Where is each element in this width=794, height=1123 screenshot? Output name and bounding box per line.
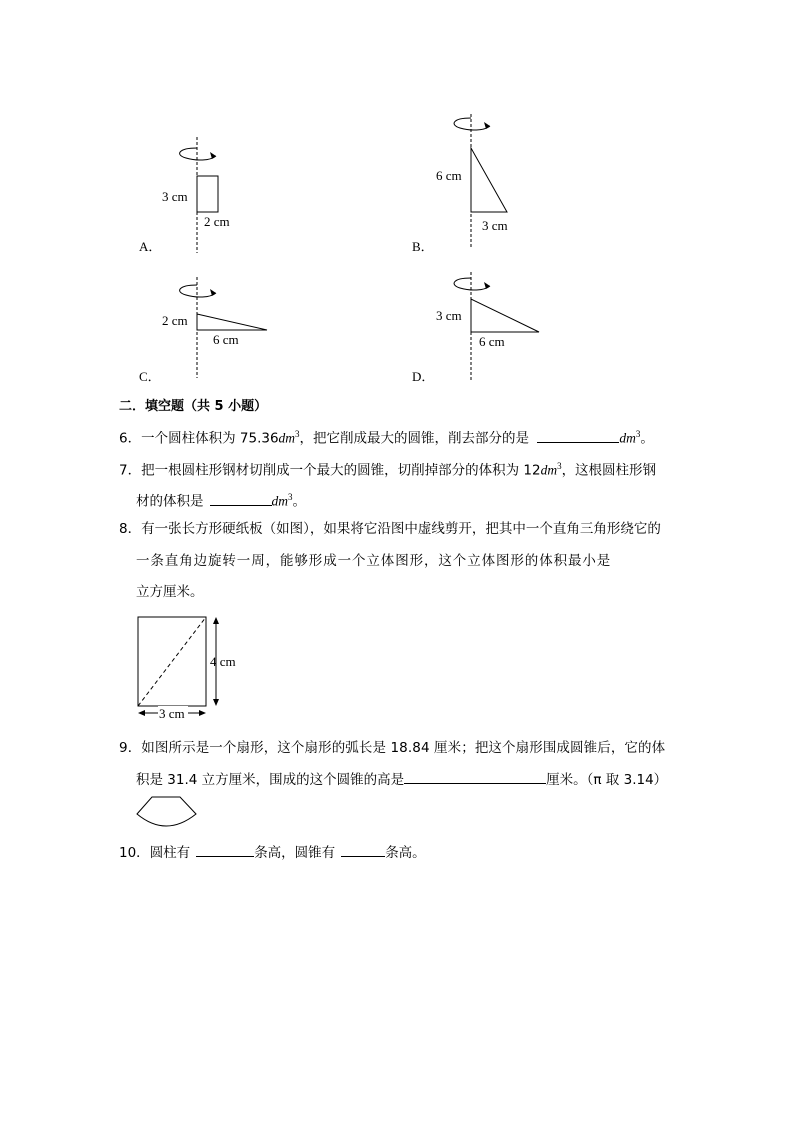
height-label: 3 cm [436,308,462,323]
question-text: ，把它削成最大的圆锥，削去部分的是 [299,430,530,447]
question-text: 圆柱有 [149,845,191,861]
option-a-figure [150,135,250,255]
unit-exponent: 3 [557,461,562,471]
arrow-left-icon [138,710,145,716]
arrowhead-icon [210,152,216,159]
width-label: 6 cm [213,332,239,347]
answer-blank[interactable] [341,842,385,857]
triangle-shape [197,314,267,330]
unit-text: dm [619,430,636,446]
option-d-label[interactable]: D． [412,369,435,384]
question-text: 把一根圆柱形钢材切削成一个最大的圆锥，切削掉部分的体积为 12 [141,462,541,479]
question-text: 有一张长方形硬纸板（如图），如果将它沿图中虚线剪开，把其中一个直角三角形绕它的 [141,521,661,537]
question-text: 厘米。（π 取 3.14） [546,772,668,788]
answer-blank[interactable] [210,491,272,506]
height-label: 4 cm [210,654,236,669]
arrowhead-icon [210,289,216,296]
arrow-down-icon [213,699,219,706]
section-title: 二．填空题（共 5 小题） [119,399,268,414]
triangle-shape [471,299,539,332]
unit-text: dm [540,462,558,478]
question-number: 6． [119,430,142,447]
question-number: 10． [119,845,150,861]
punctuation: 。 [640,430,654,447]
question-6 [119,419,654,454]
question-number: 8． [119,521,142,537]
question-text: ，这根圆柱形钢 [561,462,657,479]
unit-text: dm [278,430,296,446]
dashed-diagonal [138,617,206,706]
question-number: 9． [119,740,142,756]
option-b-label[interactable]: B． [412,239,434,254]
question-9-line-2 [136,765,667,795]
question-8-line-2 [136,546,611,576]
height-label: 2 cm [162,313,188,328]
answer-blank[interactable] [196,842,254,857]
answer-blank[interactable] [537,428,619,443]
unit-exponent: 3 [295,429,300,439]
question-text: 材的体积是 [136,493,204,510]
question-7 [119,451,656,486]
sector-shape [137,797,196,826]
sector-figure [132,794,202,834]
question-text: 一条直角边旋转一周，能够形成一个立体图形，这个立体图形的体积最小是 [136,553,612,569]
unit-exponent: 3 [288,492,293,502]
option-c-figure [150,275,280,380]
width-label: 6 cm [479,334,505,349]
option-a-label[interactable]: A． [139,239,162,254]
unit-text: dm [271,493,288,509]
width-label: 2 cm [204,214,230,229]
option-d-figure [430,270,560,382]
question-text: 条高。 [385,845,426,861]
question-8-figure [130,612,260,722]
question-9 [119,733,665,763]
height-label: 3 cm [162,189,188,204]
unit-exponent: 3 [635,429,641,439]
question-8 [119,514,661,544]
width-label: 3 cm [482,218,508,233]
arrow-right-icon [199,710,206,716]
question-8-line-3 [136,577,204,607]
answer-blank[interactable] [404,769,546,784]
width-label: 3 cm [159,706,185,721]
question-text: 如图所示是一个扇形，这个扇形的弧长是 18.84 厘米；把这个扇形围成圆锥后，它的体 [141,740,666,756]
question-7-line-2 [136,482,306,517]
punctuation: 。 [292,493,306,510]
arrow-up-icon [213,617,219,624]
arrowhead-icon [484,122,490,129]
rotation-arrow-icon [180,148,216,160]
triangle-shape [471,148,507,212]
arrowhead-icon [484,282,490,289]
height-label: 6 cm [436,168,462,183]
question-text: 积是 31.4 立方厘米，围成的这个圆锥的高是 [136,772,405,788]
option-b-figure [430,112,530,252]
question-text: 立方厘米。 [136,584,204,600]
question-text: 一个圆柱体积为 75.36 [141,430,279,447]
question-10 [119,838,426,868]
question-text: 条高，圆锥有 [254,845,336,861]
option-c-label[interactable]: C． [139,369,161,384]
question-number: 7． [119,462,142,479]
rotation-arrow-icon [180,285,216,297]
rectangle-shape [197,176,218,212]
